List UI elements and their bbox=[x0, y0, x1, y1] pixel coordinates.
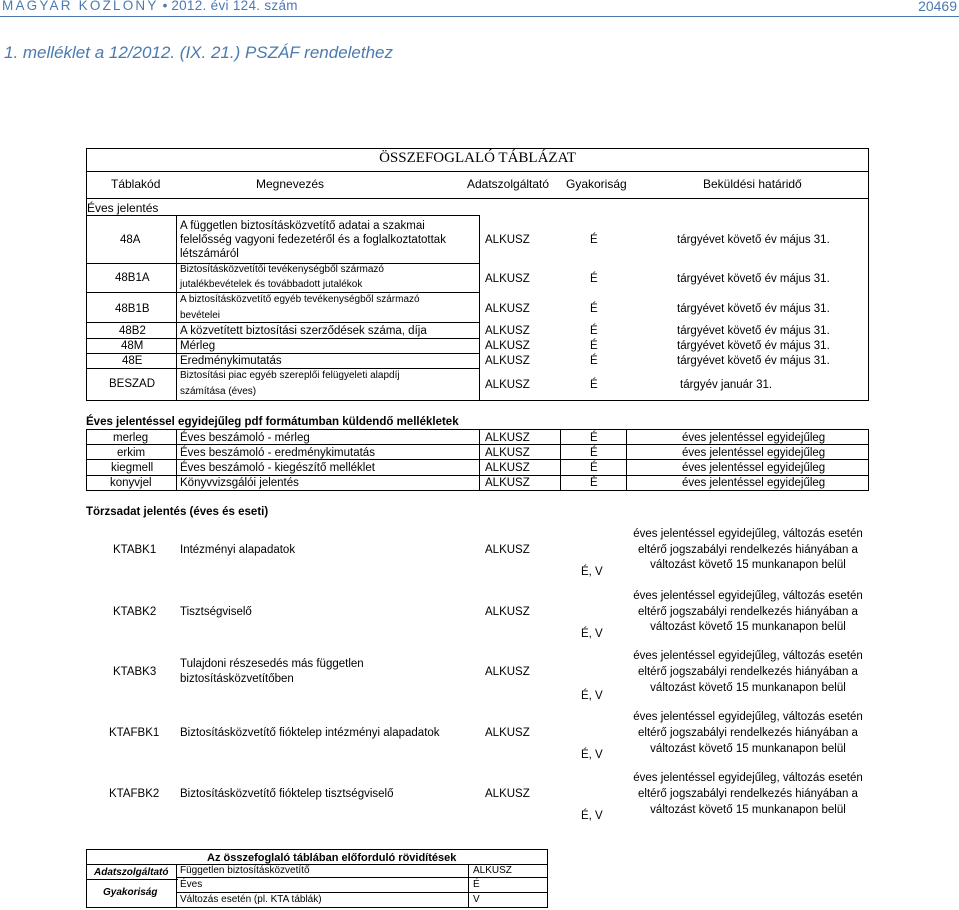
row-deadline: éves jelentéssel egyidejűleg bbox=[682, 432, 826, 444]
divider bbox=[86, 171, 869, 172]
row-deadline-line: változást követő 15 munkanapon belül bbox=[650, 621, 846, 633]
row-name-line: A biztosításközvetítő egyéb tevékenységből származó bbox=[180, 294, 420, 305]
row-frequency: É bbox=[590, 340, 598, 352]
legend-freq-abbr: É bbox=[473, 879, 480, 890]
row-name-line: A független biztosításközvetítő adatai a szakmai bbox=[180, 220, 425, 232]
row-name-line: Tisztségviselő bbox=[180, 606, 252, 618]
row-deadline: tárgyévet követő év május 31. bbox=[677, 273, 830, 285]
row-name-line: Biztosításközvetítői tevékenységből származó bbox=[180, 264, 384, 275]
row-name-line: Biztosításközvetítő fióktelep intézményi alapadatok bbox=[180, 727, 440, 739]
row-name-line: Eredménykimutatás bbox=[180, 355, 282, 367]
row-code: BESZAD bbox=[109, 378, 156, 390]
divider bbox=[86, 322, 480, 323]
divider bbox=[468, 864, 469, 908]
row-code: 48E bbox=[122, 355, 143, 367]
section-heading-attachments: Éves jelentéssel egyidejűleg pdf formátumban küldendő mellékletek bbox=[86, 416, 459, 428]
row-provider: ALKUSZ bbox=[485, 273, 530, 285]
row-provider: ALKUSZ bbox=[485, 355, 530, 367]
row-code: KTABK3 bbox=[113, 666, 157, 678]
legend-title: Az összefoglaló táblában előforduló rövidítések bbox=[207, 852, 457, 864]
legend-provider-abbr: ALKUSZ bbox=[473, 865, 512, 876]
row-deadline-line: éves jelentéssel egyidejűleg, változás esetén bbox=[633, 590, 863, 602]
row-frequency: É bbox=[590, 303, 598, 315]
legend-label-provider: Adatszolgáltató bbox=[94, 867, 169, 878]
row-code: KTABK1 bbox=[113, 544, 157, 556]
row-name-line: bevételei bbox=[180, 310, 221, 321]
legend-freq-desc: Változás esetén (pl. KTA táblák) bbox=[180, 894, 322, 905]
row-name-line: biztosításközvetítőben bbox=[180, 673, 294, 685]
row-frequency: É bbox=[590, 462, 598, 474]
row-frequency: É bbox=[590, 273, 598, 285]
column-header-deadline: Beküldési határidő bbox=[703, 177, 802, 191]
legend-freq-desc: Éves bbox=[180, 879, 203, 890]
annex-title: 1. melléklet a 12/2012. (IX. 21.) PSZÁF rendelethez bbox=[4, 43, 394, 62]
divider bbox=[176, 215, 480, 216]
column-header-name: Megnevezés bbox=[256, 177, 325, 191]
row-deadline: tárgyév január 31. bbox=[680, 379, 773, 391]
row-name-line: Biztosítási piac egyéb szereplői felügyeleti alapdíj bbox=[180, 370, 400, 381]
legend-provider-desc: Független biztosításközvetítő bbox=[180, 865, 310, 876]
divider bbox=[86, 215, 178, 216]
divider bbox=[86, 353, 480, 354]
row-code: KTAFBK2 bbox=[109, 788, 160, 800]
row-name-line: A közvetített biztosítási szerződések száma, díja bbox=[180, 325, 427, 337]
row-provider: ALKUSZ bbox=[485, 477, 530, 489]
row-deadline-line: változást követő 15 munkanapon belül bbox=[650, 743, 846, 755]
divider bbox=[479, 429, 480, 491]
row-provider: ALKUSZ bbox=[485, 727, 530, 739]
row-name: Könyvvizsgálói jelentés bbox=[180, 477, 299, 489]
divider bbox=[626, 429, 627, 491]
journal-name: MAGYAR KÖZLÖNY bbox=[2, 0, 159, 13]
row-deadline: tárgyévet követő év május 31. bbox=[677, 303, 830, 315]
section-heading-master: Törzsadat jelentés (éves és eseti) bbox=[86, 506, 269, 518]
column-header-provider: Adatszolgáltató bbox=[467, 177, 550, 191]
row-name: Éves beszámoló - eredménykimutatás bbox=[180, 447, 375, 459]
row-name-line: Intézményi alapadatok bbox=[180, 544, 296, 556]
legend-freq-abbr: V bbox=[473, 894, 480, 905]
page-number: 20469 bbox=[918, 0, 957, 14]
row-frequency: É bbox=[590, 447, 598, 459]
row-name: Éves beszámoló - kiegészítő melléklet bbox=[180, 462, 375, 474]
row-code: KTAFBK1 bbox=[109, 727, 160, 739]
row-name-line: Tulajdoni részesedés más független bbox=[180, 658, 364, 670]
row-deadline: tárgyévet követő év május 31. bbox=[677, 234, 830, 246]
row-name-line: Mérleg bbox=[180, 340, 216, 352]
row-code: merleg bbox=[113, 432, 149, 444]
row-provider: ALKUSZ bbox=[485, 447, 530, 459]
row-code: 48B1B bbox=[115, 303, 150, 315]
row-frequency: É bbox=[590, 432, 598, 444]
row-deadline-line: éves jelentéssel egyidejűleg, változás esetén bbox=[633, 711, 863, 723]
divider bbox=[176, 877, 548, 878]
row-deadline: éves jelentéssel egyidejűleg bbox=[682, 462, 826, 474]
divider bbox=[176, 892, 548, 893]
row-deadline-line: eltérő jogszabályi rendelkezés hiányában a bbox=[638, 666, 858, 678]
row-frequency: É, V bbox=[581, 566, 603, 578]
row-deadline: tárgyévet követő év május 31. bbox=[677, 355, 830, 367]
row-code: erkim bbox=[117, 447, 146, 459]
row-code: 48M bbox=[121, 340, 144, 352]
row-frequency: É, V bbox=[581, 749, 603, 761]
row-frequency: É bbox=[590, 325, 598, 337]
row-deadline-line: éves jelentéssel egyidejűleg, változás esetén bbox=[633, 528, 863, 540]
row-provider: ALKUSZ bbox=[485, 666, 530, 678]
row-code: 48B1A bbox=[115, 272, 150, 284]
row-deadline: éves jelentéssel egyidejűleg bbox=[682, 447, 826, 459]
row-deadline-line: változást követő 15 munkanapon belül bbox=[650, 804, 846, 816]
page-header bbox=[0, 0, 959, 14]
row-deadline-line: változást követő 15 munkanapon belül bbox=[650, 682, 846, 694]
row-provider: ALKUSZ bbox=[485, 432, 530, 444]
row-deadline: tárgyévet követő év május 31. bbox=[677, 340, 830, 352]
row-name-line: felelősség vagyoni fedezetéről és a foglalkoztatottak bbox=[180, 234, 446, 246]
row-name-line: Biztosításközvetítő fióktelep tisztségviselő bbox=[180, 788, 394, 800]
header-rule bbox=[0, 16, 959, 17]
row-code: 48A bbox=[120, 234, 141, 246]
row-provider: ALKUSZ bbox=[485, 325, 530, 337]
row-frequency: É bbox=[590, 355, 598, 367]
row-provider: ALKUSZ bbox=[485, 234, 530, 246]
summary-table-title: ÖSSZEFOGLALÓ TÁBLÁZAT bbox=[379, 150, 576, 166]
row-name-line: jutalékbevételek és továbbadott jutalékok bbox=[180, 279, 363, 290]
row-deadline-line: éves jelentéssel egyidejűleg, változás esetén bbox=[633, 772, 863, 784]
row-deadline-line: eltérő jogszabályi rendelkezés hiányában a bbox=[638, 544, 858, 556]
bullet-separator: • bbox=[162, 0, 168, 13]
column-header-frequency: Gyakoriság bbox=[566, 177, 627, 191]
row-frequency: É, V bbox=[581, 690, 603, 702]
divider bbox=[176, 864, 177, 908]
divider bbox=[86, 338, 480, 339]
row-frequency: É bbox=[590, 379, 598, 391]
row-code: KTABK2 bbox=[113, 606, 157, 618]
row-deadline-line: éves jelentéssel egyidejűleg, változás esetén bbox=[633, 650, 863, 662]
row-deadline-line: eltérő jogszabályi rendelkezés hiányában a bbox=[638, 727, 858, 739]
column-header-code: Táblakód bbox=[111, 177, 161, 191]
row-provider: ALKUSZ bbox=[485, 340, 530, 352]
section-heading-annual: Éves jelentés bbox=[87, 201, 159, 215]
divider bbox=[560, 429, 561, 491]
row-code: 48B2 bbox=[119, 325, 146, 337]
row-name: Éves beszámoló - mérleg bbox=[180, 432, 310, 444]
row-deadline: tárgyévet követő év május 31. bbox=[677, 325, 830, 337]
divider bbox=[479, 215, 480, 401]
issue-label: 2012. évi 124. szám bbox=[171, 0, 298, 13]
row-frequency: É, V bbox=[581, 810, 603, 822]
row-name-line: létszámáról bbox=[180, 248, 239, 260]
row-deadline-line: változást követő 15 munkanapon belül bbox=[650, 559, 846, 571]
row-deadline-line: eltérő jogszabályi rendelkezés hiányában a bbox=[638, 788, 858, 800]
row-deadline: éves jelentéssel egyidejűleg bbox=[682, 477, 826, 489]
divider bbox=[86, 198, 869, 199]
divider bbox=[86, 368, 480, 369]
row-provider: ALKUSZ bbox=[485, 788, 530, 800]
row-deadline-line: eltérő jogszabályi rendelkezés hiányában a bbox=[638, 606, 858, 618]
row-provider: ALKUSZ bbox=[485, 379, 530, 391]
row-provider: ALKUSZ bbox=[485, 606, 530, 618]
row-code: konyvjel bbox=[110, 477, 152, 489]
row-frequency: É bbox=[590, 234, 598, 246]
row-code: kiegmell bbox=[111, 462, 154, 474]
divider bbox=[176, 215, 177, 401]
divider bbox=[86, 292, 480, 293]
journal-header bbox=[2, 0, 298, 13]
divider bbox=[176, 429, 177, 491]
row-frequency: É bbox=[590, 477, 598, 489]
legend-label-frequency: Gyakoriság bbox=[103, 887, 158, 898]
row-provider: ALKUSZ bbox=[485, 544, 530, 556]
row-provider: ALKUSZ bbox=[485, 303, 530, 315]
row-frequency: É, V bbox=[581, 628, 603, 640]
row-provider: ALKUSZ bbox=[485, 462, 530, 474]
row-name-line: számítása (éves) bbox=[180, 386, 257, 397]
